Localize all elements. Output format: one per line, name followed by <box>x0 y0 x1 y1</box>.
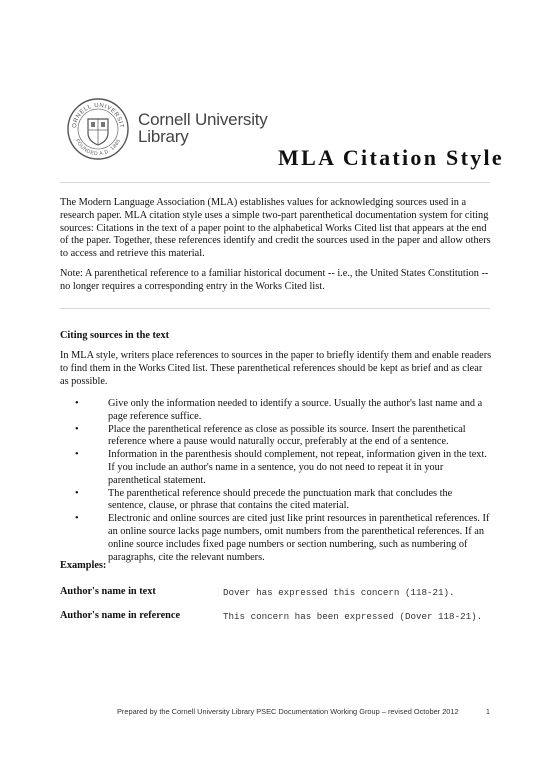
example-citation: Dover has expressed this concern (118-21). <box>223 587 455 598</box>
svg-text:CORNELL UNIVERSITY: ORNELL UNIVERSIT <box>71 102 125 129</box>
examples-heading: Examples: <box>60 560 107 571</box>
library-wordmark <box>138 111 268 146</box>
section-intro-paragraph: In MLA style, writers place references to sources in the paper to briefly identify them and enable readers to find them in the Works Cited list. These parenthetical references should be kept as brief and as clear as possible. <box>60 350 492 387</box>
page-number: 1 <box>485 707 490 716</box>
page-title: MLA Citation Style <box>278 145 504 170</box>
example-citation: This concern has been expressed (Dover 118-21). <box>223 611 483 622</box>
guideline-item: • Electronic and online sources are cited just like print resources in parenthetical references. If an online source lacks page numbers, omit numbers from the parenthetical references. If an online source includes fixed page numbers or section numbering, such as numbering of paragraphs, cite the relevant numbers. <box>60 513 492 564</box>
wordmark-line-university: Cornell University <box>138 110 268 129</box>
guideline-item: • The parenthetical reference should precede the punctuation mark that concludes the sentence, clause, or phrase that contains the cited material. <box>60 488 492 514</box>
example-label: Author's name in reference <box>60 610 181 621</box>
intro-paragraph: The Modern Language Association (MLA) establishes values for acknowledging sources used in a research paper. MLA citation style uses a simple two-part parenthetical documentation system for citing sources: Citations in the text of a paper point to the alphabetical Works Cited list that appears at the end of the paper. Together, these references identify and credit the sources used in the paper and allow others to access and retrieve this material. <box>60 197 491 260</box>
wordmark-line-library: Library <box>138 127 189 146</box>
section-divider <box>60 308 490 309</box>
footer-text: Prepared by the Cornell University Library PSEC Documentation Working Group – revised October 2012 <box>117 707 459 716</box>
note-paragraph: Note: A parenthetical reference to a familiar historical document -- i.e., the United States Constitution -- no longer requires a corresponding entry in the Works Cited list. <box>60 268 489 292</box>
guideline-item: • Place the parenthetical reference as close as possible its source. Insert the parenthetical reference where a pause would naturally occur, preferably at the end of a sentence. <box>60 424 492 450</box>
guideline-item: • Information in the parenthesis should complement, not repeat, information given in the text. If you include an author's name in a sentence, you do not need to repeat it in your parenthetical statement. <box>60 449 492 487</box>
guideline-item: • Give only the information needed to identify a source. Usually the author's last name and a page reference suffice. <box>60 398 492 424</box>
cornell-seal-logo <box>66 97 130 166</box>
title-divider <box>60 182 490 183</box>
section-heading: Citing sources in the text <box>60 330 170 341</box>
svg-text:FOUNDED A.D. 1865: FOUNDED A.D. 1865 <box>73 138 123 158</box>
guideline-list <box>60 398 492 564</box>
example-label: Author's name in text <box>60 586 156 597</box>
